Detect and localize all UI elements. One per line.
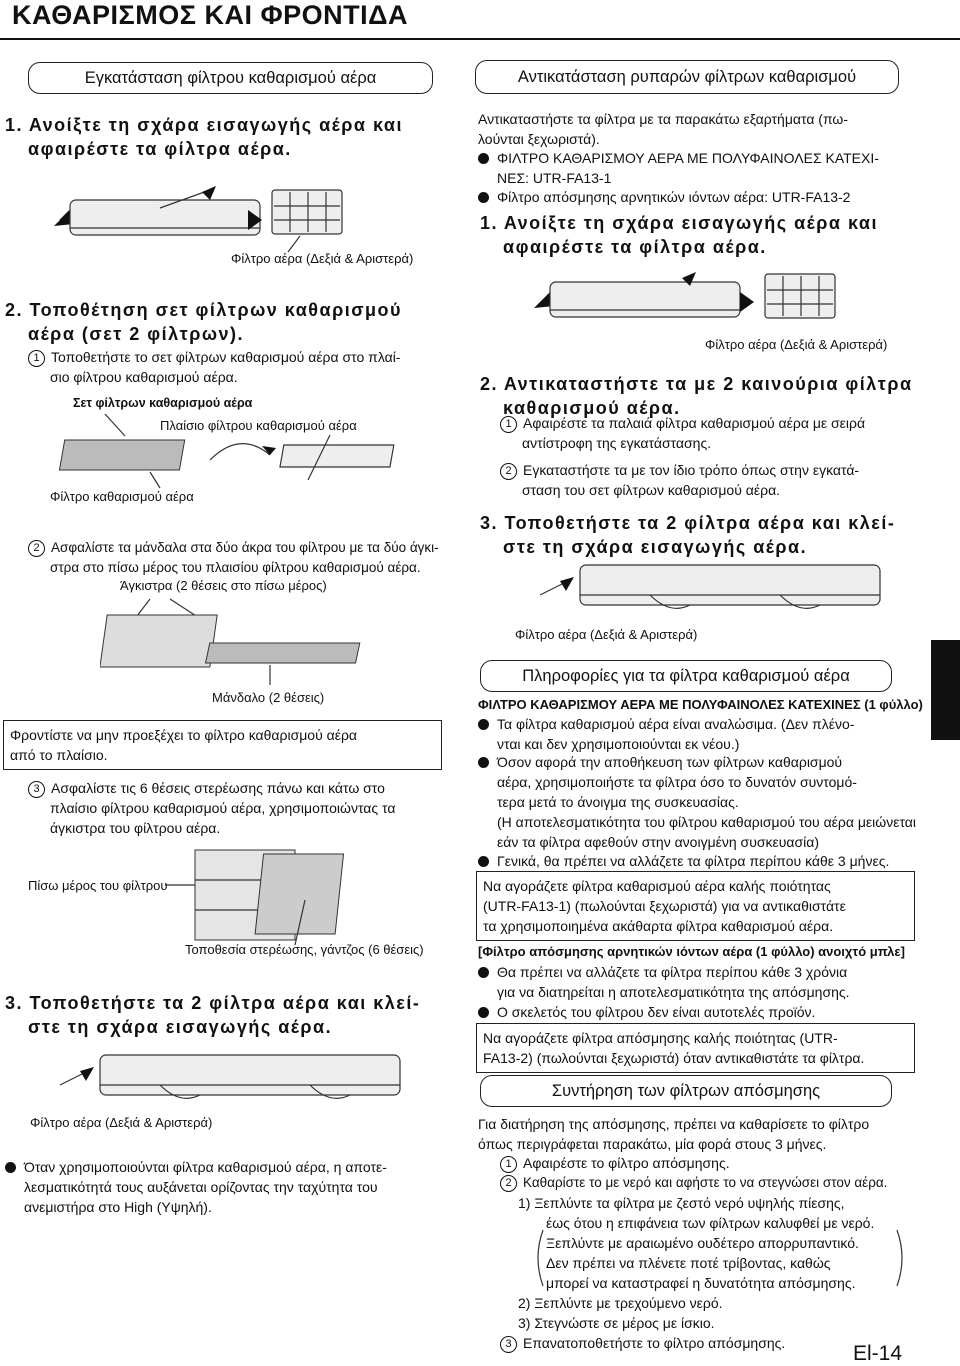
maint-m2-2: 2) Ξεπλύντε με τρεχούμενο νερό.	[518, 1295, 723, 1311]
fig-ac-close-right	[540, 555, 910, 625]
page-title: ΚΑΘΑΡΙΣΜΟΣ ΚΑΙ ΦΡΟΝΤΙΔΑ	[12, 0, 409, 30]
left-sub2: 2 Ασφαλίστε τα μάνδαλα στα δύο άκρα του φίλτρου με τα δύο άγκι- στρα στο πίσω μέρος του πλαισίου φίλτρου καθαρισμού αέρα.	[28, 538, 448, 578]
left-sub3: 3 Ασφαλίστε τις 6 θέσεις στερέωσης πάνω και κάτω στο πλαίσιο φίλτρου καθαρισμού αέρα, χρησιμοποιώντας τα άγκιστρα του φίλτρου αέρα.	[28, 778, 448, 838]
fig2-label-filter: Φίλτρο καθαρισμού αέρα	[50, 489, 194, 504]
right-step1: 1. Ανοίξτε τη σχάρα εισαγωγής αέρα και αφαιρέστε τα φίλτρα αέρα.	[480, 213, 878, 257]
right-step3: 3. Τοποθετήστε τα 2 φίλτρα αέρα και κλεί- στε τη σχάρα εισαγωγής αέρα.	[480, 513, 896, 557]
fig2-label-frame: Πλαίσιο φίλτρου καθαρισμού αέρα	[160, 418, 357, 433]
maint-m3: 3 Επανατοποθετήστε το φίλτρο απόσμησης.	[500, 1333, 920, 1353]
right-bullet1: ΦΙΛΤΡΟ ΚΑΘΑΡΙΣΜΟΥ ΑΕΡΑ ΜΕ ΠΟΛΥΦΑΙΝΟΛΕΣ ΚΑΤΕΧΙ- ΝΕΣ: UTR-FA13-1	[478, 148, 918, 188]
right-intro: Αντικαταστήστε τα φίλτρα με τα παρακάτω εξαρτήματα (πω- λούνται ξεχωριστά).	[478, 111, 849, 147]
maint-m1: 1 Αφαιρέστε το φίλτρο απόσμησης.	[500, 1153, 920, 1173]
fig-ac-open-right	[520, 268, 920, 348]
info-b1: Τα φίλτρα καθαρισμού αέρα είναι αναλώσιμα. (Δεν πλένο- νται και δεν χρησιμοποιούνται εκ νέου.)	[478, 714, 918, 754]
left-note1: Φροντίστε να μην προεξέχει το φίλτρο καθαρισμού αέρα από το πλαίσιο.	[3, 720, 442, 770]
right-step2: 2. Αντικαταστήστε τα με 2 καινούρια φίλτρα καθαρισμού αέρα.	[480, 374, 913, 418]
right-section-header: Αντικατάσταση ρυπαρών φίλτρων καθαρισμού	[475, 60, 899, 94]
title-rule	[0, 38, 960, 40]
left-section-header: Εγκατάσταση φίλτρου καθαρισμού αέρα	[28, 62, 433, 94]
fig3-label-hooks: Άγκιστρα (2 θέσεις στο πίσω μέρος)	[120, 578, 327, 593]
fig-fixing-points	[165, 840, 405, 950]
right-note2: Να αγοράζετε φίλτρα απόσμησης καλής ποιότητας (UTR- FA13-2) (πωλούνται ξεχωριστά) όταν αντικαθιστάτε τα φίλτρα.	[476, 1023, 915, 1073]
side-tab-marker	[931, 640, 960, 740]
right-note1: Να αγοράζετε φίλτρα καθαρισμού αέρα καλής ποιότητας (UTR-FA13-1) (πωλούνται ξεχωριστά) για να αντικαθιστάτε τα χρησιμοποιημένα ακάθαρτα φίλτρα καθαρισμού αέρα.	[476, 871, 915, 941]
info-header: Πληροφορίες για τα φίλτρα καθαρισμού αέρα	[480, 660, 892, 692]
deo-b1: Θα πρέπει να αλλάζετε τα φίλτρα περίπου κάθε 3 χρόνια για να διατηρείται η αποτελεσματικότητα της απόσμησης.	[478, 962, 923, 1002]
left-step3: 3. Τοποθετήστε τα 2 φίλτρα αέρα και κλεί- στε τη σχάρα εισαγωγής αέρα.	[5, 993, 421, 1037]
left-step2: 2. Τοποθέτηση σετ φίλτρων καθαρισμού αέρα (σετ 2 φίλτρων).	[5, 300, 403, 344]
fig-filter-set	[30, 410, 430, 490]
left-fig1-caption: Φίλτρο αέρα (Δεξιά & Αριστερά)	[231, 251, 414, 266]
fig4-label-points: Τοποθεσία στερέωσης, γάντζος (6 θέσεις)	[185, 942, 424, 957]
fig-latch	[100, 595, 400, 690]
right-bullet2: Φίλτρο απόσμησης αρνητικών ιόντων αέρα: UTR-FA13-2	[478, 187, 918, 207]
fig4-label-back: Πίσω μέρος του φίλτρου	[28, 878, 168, 893]
deo-b2: Ο σκελετός του φίλτρου δεν είναι αυτοτελές προϊόν.	[478, 1002, 923, 1022]
fig3-label-latch: Μάνδαλο (2 θέσεις)	[212, 690, 325, 705]
fig-ac-open-left	[40, 180, 440, 260]
maint-m2-1: 1) Ξεπλύντε τα φίλτρα με ζεστό νερό υψηλής πίεσης, έως ότου η επιφάνεια των φίλτρων καλυφθεί με νερό. Ξεπλύντε με αραιωμένο ουδέτερο απορρυπαντικό. Δεν πρέπει να πλένετε ποτέ τρίβοντας, καθώς μπορεί να καταστραφεί η δυνατότητα απόσμησης.	[518, 1195, 875, 1291]
left-fig5-caption: Φίλτρο αέρα (Δεξιά & Αριστερά)	[30, 1115, 213, 1130]
left-step1: 1. Ανοίξτε τη σχάρα εισαγωγής αέρα και αφαιρέστε τα φίλτρα αέρα.	[5, 115, 403, 159]
info-b2: Όσον αφορά την αποθήκευση των φίλτρων καθαρισμού αέρα, χρησιμοποιήστε τα φίλτρα όσο το δυνατόν συντομό- τερα μετά το άνοιγμα της συσκευασίας. (Η αποτελεσματικότητα του φίλτρου καθαρισμού του αέρα μειώνεται εάν τα φίλτρα αφεθούν στην ανοιγμένη συσκευασία)	[478, 752, 923, 852]
maint-brackets	[533, 1228, 913, 1288]
fig-ac-close-left	[60, 1045, 430, 1115]
left-sub1: 1 Τοποθετήστε το σετ φίλτρων καθαρισμού αέρα στο πλαί- σιο φίλτρου καθαρισμού αέρα.	[28, 347, 438, 387]
fig2-label-set: Σετ φίλτρων καθαρισμού αέρα	[73, 396, 253, 410]
maint-intro: Για διατήρηση της απόσμησης, πρέπει να καθαρίσετε το φίλτρο όπως περιγράφεται παρακάτω, μία φορά στους 3 μήνες.	[478, 1116, 870, 1152]
right-sub1: 1 Αφαιρέστε τα παλαιά φίλτρα καθαρισμού αέρα με σειρά αντίστροφη της εγκατάστασης.	[500, 413, 920, 453]
right-sub2: 2 Εγκαταστήστε τα με τον ίδιο τρόπο όπως στην εγκατά- σταση του σετ φίλτρων καθαρισμού αέρα.	[500, 460, 920, 500]
page-number: El-14	[852, 1342, 902, 1365]
maint-m2-3: 3) Στεγνώστε σε μέρος με ίσκιο.	[518, 1315, 715, 1331]
right-fig2-caption: Φίλτρο αέρα (Δεξιά & Αριστερά)	[515, 627, 698, 642]
left-bullet: Όταν χρησιμοποιούνται φίλτρα καθαρισμού αέρα, η αποτε- λεσματικότητά τους αυξάνεται ορίζοντας την ταχύτητα του ανεμιστήρα στο High (Υψηλή).	[5, 1157, 435, 1217]
deo-sub: [Φίλτρο απόσμησης αρνητικών ιόντων αέρα (1 φύλλο) ανοιχτό μπλε]	[478, 944, 905, 959]
info-sub: ΦΙΛΤΡΟ ΚΑΘΑΡΙΣΜΟΥ ΑΕΡΑ ΜΕ ΠΟΛΥΦΑΙΝΟΛΕΣ ΚΑΤΕΧΙΝΕΣ (1 φύλλο)	[478, 697, 923, 712]
maint-header: Συντήρηση των φίλτρων απόσμησης	[480, 1075, 892, 1107]
maint-m2: 2 Καθαρίστε το με νερό και αφήστε το να στεγνώσει στον αέρα.	[500, 1173, 930, 1193]
right-fig1-caption: Φίλτρο αέρα (Δεξιά & Αριστερά)	[705, 337, 888, 352]
info-b3: Γενικά, θα πρέπει να αλλάζετε τα φίλτρα περίπου κάθε 3 μήνες.	[478, 851, 923, 871]
